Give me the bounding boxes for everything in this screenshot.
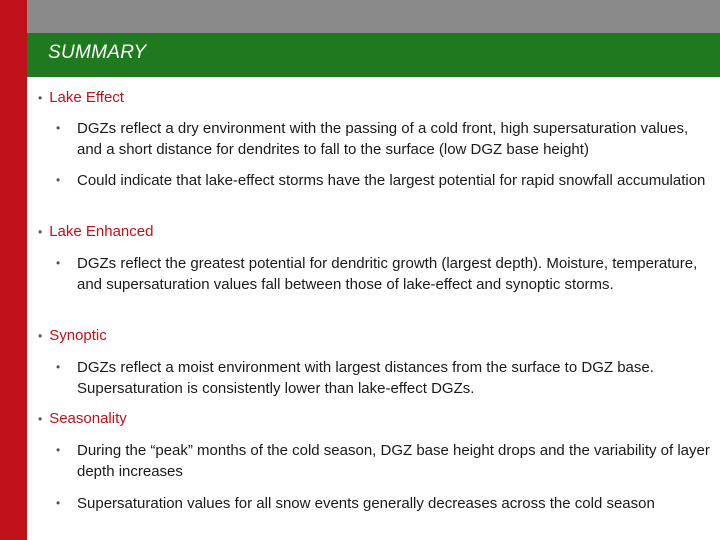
- bullet: •: [38, 329, 43, 343]
- list-item: • DGZs reflect a dry environment with the passing of a cold front, high supersaturation values, and a short distance for dendrites to fall to the surface (low DGZ base height): [56, 120, 689, 158]
- bullet: •: [56, 360, 61, 374]
- list-item: • During the “peak” months of the cold season, DGZ base height drops and the variability of layer depth increases: [56, 442, 710, 480]
- bullet: •: [56, 121, 61, 135]
- bullet: •: [38, 225, 43, 239]
- section-heading-lake-enhanced: • Lake Enhanced: [38, 223, 154, 240]
- list-item: • Supersaturation values for all snow events generally decreases across the cold season: [56, 495, 655, 512]
- slide-title: SUMMARY: [48, 42, 147, 63]
- list-item: • DGZs reflect a moist environment with largest distances from the surface to DGZ base. Supersaturation is consistently lower than lake-effect DGZs.: [56, 359, 654, 397]
- list-item: • Could indicate that lake-effect storms have the largest potential for rapid snowfall accumulation: [56, 172, 706, 189]
- bullet: •: [38, 412, 43, 426]
- bullet: •: [56, 443, 61, 457]
- section-heading-lake-effect: • Lake Effect: [38, 89, 124, 106]
- section-heading-seasonality: • Seasonality: [38, 410, 127, 427]
- bullet: •: [56, 173, 61, 187]
- section-heading-synoptic: • Synoptic: [38, 327, 107, 344]
- bullet: •: [56, 256, 61, 270]
- bullet: •: [56, 496, 61, 510]
- bullet: •: [38, 91, 43, 105]
- list-item: • DGZs reflect the greatest potential for dendritic growth (largest depth). Moisture, temperature, and supersaturation values fall between those of lake-effect and synoptic storms.: [56, 255, 698, 293]
